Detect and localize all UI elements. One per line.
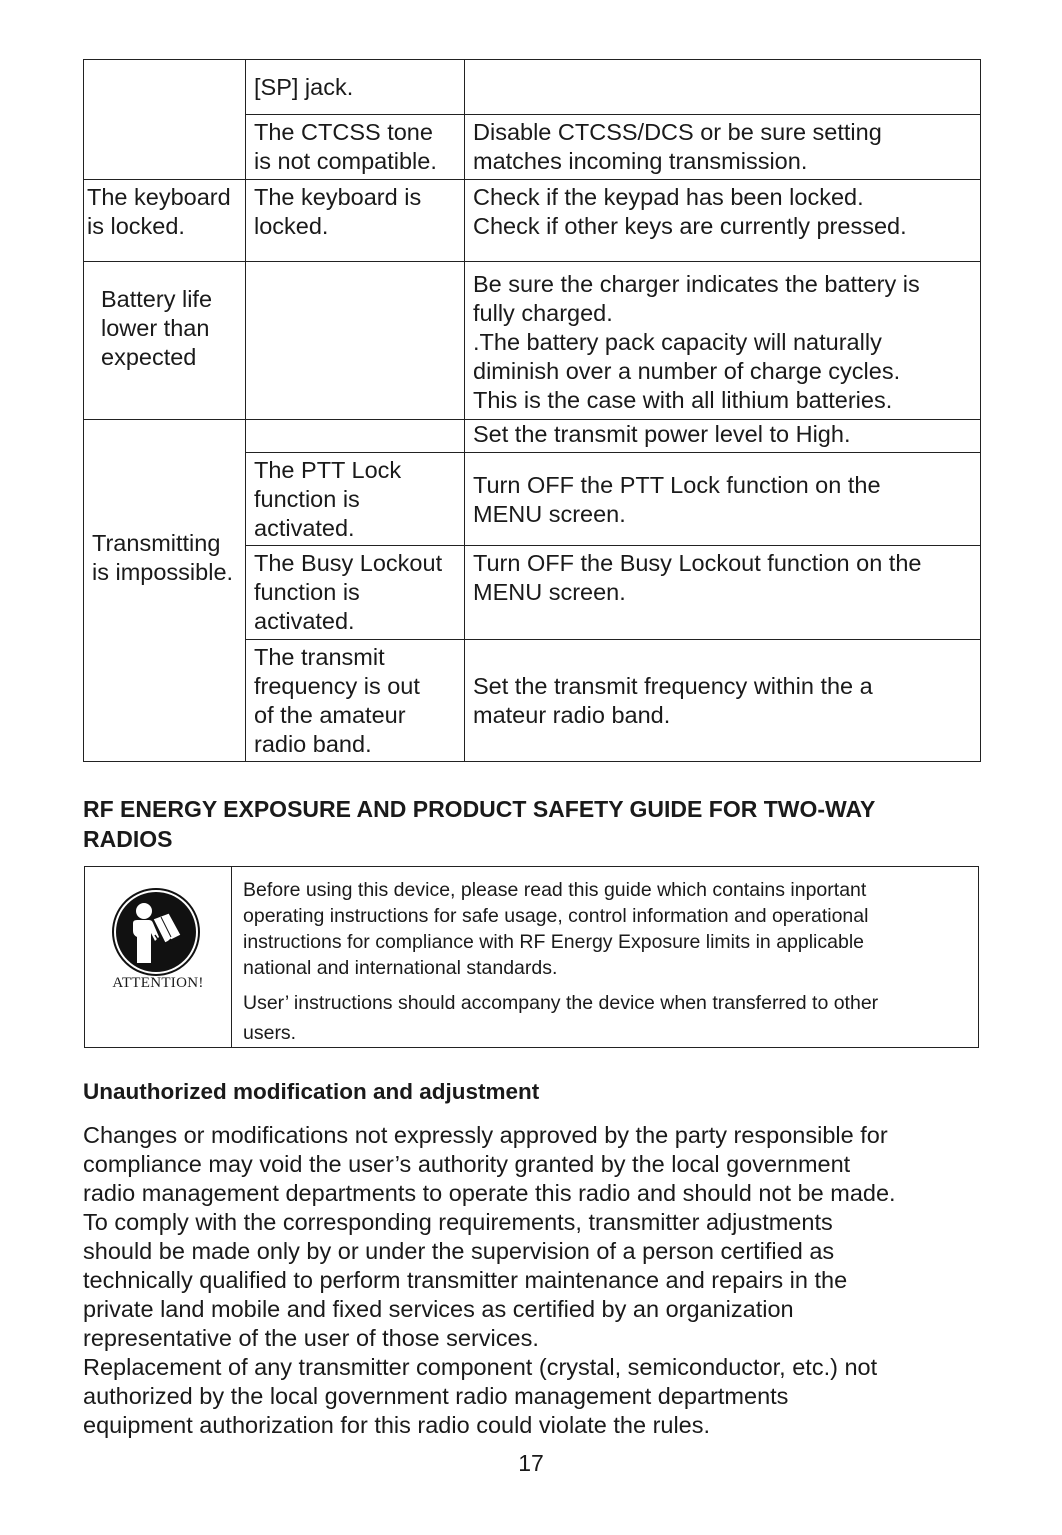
body-line: Changes or modifications not expressly approved by the party responsible for	[83, 1122, 888, 1148]
cause-cell	[246, 640, 465, 762]
page-number: 17	[518, 1450, 544, 1476]
body-line: Replacement of any transmitter component (crystal, semiconductor, etc.) not	[83, 1354, 878, 1380]
attention-text: operating instructions for safe usage, control information and operational	[243, 905, 869, 927]
problem-text: Battery life	[101, 285, 213, 312]
cause-cell	[246, 420, 465, 453]
cause-cell	[246, 115, 465, 180]
attention-label: ATTENTION!	[112, 975, 204, 991]
cause-cell	[246, 262, 465, 420]
solution-text: This is the case with all lithium batteries.	[473, 387, 893, 413]
attention-text: Before using this device, please read this guide which contains inportant	[243, 879, 867, 901]
solution-cell	[465, 546, 981, 640]
attention-paragraph	[243, 988, 978, 1048]
body-line: radio management departments to operate this radio and should not be made.	[83, 1180, 896, 1206]
body-line: To comply with the corresponding requirements, transmitter adjustments	[83, 1209, 833, 1235]
attention-text: instructions for compliance with RF Energy Exposure limits in applicable	[243, 931, 865, 953]
cause-text: The PTT Lock	[254, 457, 402, 483]
attention-box	[84, 866, 979, 1048]
body-line: should be made only by or under the supervision of a person certified as	[83, 1238, 835, 1264]
cause-text: activated.	[254, 515, 355, 541]
table-row	[84, 180, 981, 262]
solution-text: fully charged.	[473, 300, 613, 326]
attention-text: users.	[243, 1022, 297, 1044]
cause-text: The Busy Lockout	[254, 550, 443, 576]
cause-text: The CTCSS tone	[254, 119, 433, 145]
problem-cell	[84, 262, 246, 420]
problem-text: The keyboard	[87, 184, 231, 210]
cause-text: is not compatible.	[254, 148, 437, 174]
body-line: representative of the user of those services.	[83, 1325, 539, 1351]
table-row	[84, 262, 981, 420]
modification-body	[83, 1121, 983, 1440]
cause-text: frequency is out	[254, 673, 420, 699]
cause-text: activated.	[254, 608, 355, 634]
problem-cell	[84, 420, 246, 762]
solution-text: MENU screen.	[473, 579, 626, 605]
problem-cell	[84, 180, 246, 262]
cause-text: The keyboard is	[254, 184, 422, 210]
solution-text: mateur radio band.	[473, 702, 671, 728]
rf-section-title	[83, 794, 983, 854]
solution-cell	[465, 420, 981, 453]
solution-text: diminish over a number of charge cycles.	[473, 358, 901, 384]
modification-heading: Unauthorized modification and adjustment	[83, 1079, 540, 1104]
solution-text: Turn OFF the Busy Lockout function on the	[473, 550, 922, 576]
problem-cell	[84, 60, 246, 180]
cause-cell	[246, 60, 465, 115]
body-line: authorized by the local government radio management departments	[83, 1383, 789, 1409]
solution-cell	[465, 115, 981, 180]
attention-paragraph	[243, 877, 978, 981]
cause-text: locked.	[254, 213, 329, 239]
problem-text: lower than	[101, 314, 210, 341]
solution-cell	[465, 60, 981, 115]
attention-icon-cell	[85, 867, 232, 1047]
problem-text: expected	[101, 343, 197, 370]
attention-text: User’ instructions should accompany the device when transferred to other	[243, 992, 879, 1014]
cause-text: of the amateur	[254, 702, 406, 728]
solution-text: Set the transmit frequency within the a	[473, 673, 873, 699]
solution-text: Disable CTCSS/DCS or be sure setting	[473, 119, 882, 145]
cause-text: radio band.	[254, 731, 372, 757]
person-reading-manual-icon	[111, 887, 201, 977]
table-row	[84, 60, 981, 115]
solution-text: MENU screen.	[473, 500, 626, 527]
solution-text: Set the transmit power level to High.	[473, 421, 851, 447]
solution-cell	[465, 262, 981, 420]
solution-cell	[465, 453, 981, 546]
cause-cell	[246, 546, 465, 640]
solution-text: matches incoming transmission.	[473, 148, 808, 174]
cause-text: function is	[254, 486, 360, 512]
cause-text: The transmit	[254, 644, 385, 670]
attention-text: national and international standards.	[243, 957, 558, 979]
solution-cell	[465, 640, 981, 762]
rf-title-line: RF ENERGY EXPOSURE AND PRODUCT SAFETY GUIDE FOR TWO-WAY	[83, 796, 876, 822]
cause-cell	[246, 453, 465, 546]
solution-text: .The battery pack capacity will naturally	[473, 329, 882, 355]
cause-text: [SP] jack.	[254, 74, 354, 100]
body-line: technically qualified to perform transmitter maintenance and repairs in the	[83, 1267, 848, 1293]
solution-text: Check if the keypad has been locked.	[473, 184, 864, 210]
table-row	[84, 420, 981, 453]
solution-cell	[465, 180, 981, 262]
body-line: private land mobile and fixed services as certified by an organization	[83, 1296, 794, 1322]
troubleshooting-table	[83, 59, 981, 762]
solution-text: Check if other keys are currently pressed.	[473, 213, 907, 239]
body-line: equipment authorization for this radio could violate the rules.	[83, 1412, 711, 1438]
rf-title-line: RADIOS	[83, 826, 173, 852]
cause-text: function is	[254, 579, 360, 605]
problem-text: is locked.	[87, 213, 185, 239]
cause-cell	[246, 180, 465, 262]
solution-text: Turn OFF the PTT Lock function on the	[473, 471, 881, 498]
problem-text: Transmitting	[92, 530, 221, 556]
problem-text: is impossible.	[92, 559, 234, 585]
solution-text: Be sure the charger indicates the battery is	[473, 271, 920, 297]
body-line: compliance may void the user’s authority granted by the local government	[83, 1151, 851, 1177]
